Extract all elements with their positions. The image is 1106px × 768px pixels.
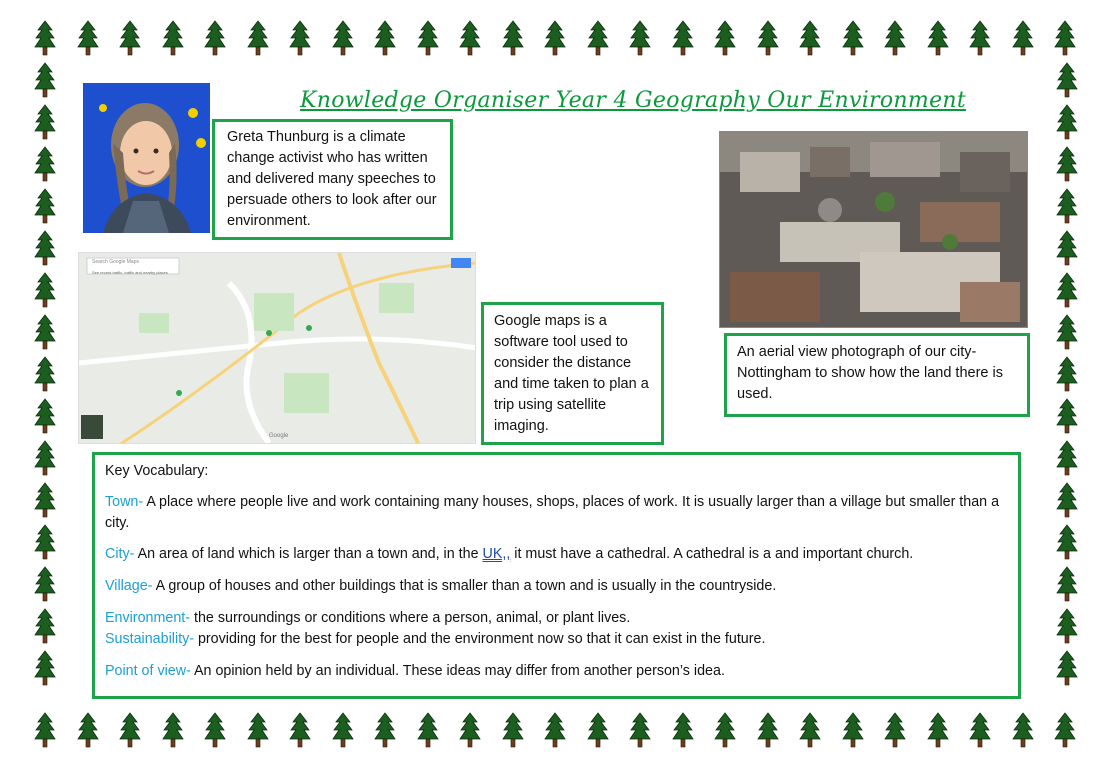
pine-tree-icon [77, 712, 99, 750]
pine-tree-icon [34, 188, 56, 226]
pine-tree-icon [34, 566, 56, 604]
pine-tree-icon [34, 272, 56, 310]
vocab-term-city: City- [105, 546, 135, 562]
greta-portrait-image [83, 83, 210, 233]
pine-tree-icon [34, 482, 56, 520]
vocab-def-village: A group of houses and other buildings that is smaller than a town and is usually in the countryside. [152, 578, 777, 594]
pine-tree-icon [1056, 566, 1078, 604]
pine-tree-icon [1012, 712, 1034, 750]
pine-tree-icon [1056, 440, 1078, 478]
pine-tree-icon [799, 20, 821, 58]
pine-tree-icon [884, 20, 906, 58]
greta-info-text: Greta Thunburg is a climate change activist who has written and delivered many speeches to persuade others to look after our environment. [227, 129, 437, 229]
pine-tree-icon [587, 20, 609, 58]
aerial-info-box [724, 333, 1030, 417]
pine-tree-icon [544, 712, 566, 750]
pine-tree-icon [757, 712, 779, 750]
pine-tree-icon [459, 712, 481, 750]
pine-tree-icon [119, 712, 141, 750]
pine-tree-icon [289, 20, 311, 58]
pine-tree-icon [1054, 20, 1076, 58]
vocab-city [105, 544, 1008, 565]
vocab-term-point-of-view: Point of view- [105, 663, 191, 679]
pine-tree-icon [34, 146, 56, 184]
pine-tree-icon [1056, 650, 1078, 688]
pine-tree-icon [969, 20, 991, 58]
pine-tree-icon [417, 712, 439, 750]
vocab-village [105, 576, 1008, 597]
pine-tree-icon [34, 398, 56, 436]
pine-tree-icon [34, 20, 56, 58]
pine-tree-icon [162, 20, 184, 58]
pine-tree-icon [34, 524, 56, 562]
pine-tree-icon [1012, 20, 1034, 58]
vocab-town [105, 492, 1008, 534]
vocab-term-environment: Environment- [105, 610, 191, 626]
pine-tree-icon [672, 20, 694, 58]
map-hint-text: See recent traffic, traffic and nearby places [92, 270, 168, 275]
pine-tree-icon [502, 712, 524, 750]
pine-tree-icon [1054, 712, 1076, 750]
greta-info-box [212, 119, 453, 240]
key-vocabulary-box [92, 452, 1021, 699]
pine-tree-icon [77, 20, 99, 58]
pine-tree-icon [34, 650, 56, 688]
pine-tree-icon [374, 20, 396, 58]
pine-tree-icon [417, 20, 439, 58]
vocab-point-of-view [105, 661, 1008, 682]
google-maps-info-text: Google maps is a software tool used to consider the distance and time taken to plan a trip using satellite imaging. [494, 313, 649, 434]
google-maps-info-box [481, 302, 664, 445]
pine-tree-icon [1056, 188, 1078, 226]
pine-tree-icon [1056, 146, 1078, 184]
pine-tree-icon [927, 712, 949, 750]
pine-tree-icon [204, 20, 226, 58]
pine-tree-icon [34, 104, 56, 142]
vocab-def-sustainability: providing for the best for people and the environment now so that it can exist in the future. [194, 631, 766, 647]
vocab-term-village: Village- [105, 578, 153, 594]
pine-tree-icon [1056, 230, 1078, 268]
pine-tree-icon [247, 712, 269, 750]
pine-tree-icon [672, 712, 694, 750]
pine-tree-icon [629, 712, 651, 750]
google-map-image [78, 252, 476, 444]
pine-tree-icon [374, 712, 396, 750]
pine-tree-icon [34, 712, 56, 750]
pine-tree-icon [332, 712, 354, 750]
pine-tree-icon [1056, 608, 1078, 646]
pine-tree-icon [1056, 104, 1078, 142]
pine-tree-icon [1056, 398, 1078, 436]
aerial-info-text: An aerial view photograph of our city- Nottingham to show how the land there is used. [737, 344, 1003, 402]
pine-tree-icon [714, 712, 736, 750]
pine-tree-icon [1056, 524, 1078, 562]
pine-tree-icon [842, 20, 864, 58]
pine-tree-icon [34, 230, 56, 268]
vocab-uk-link[interactable]: UK,, [482, 546, 511, 562]
pine-tree-icon [247, 20, 269, 58]
vocab-def-point-of-view: An opinion held by an individual. These ideas may differ from another person’s idea. [190, 663, 725, 679]
pine-tree-icon [884, 712, 906, 750]
vocab-term-town: Town- [105, 494, 144, 510]
vocab-def-environment: the surroundings or conditions where a person, animal, or plant lives. [190, 610, 631, 626]
vocab-def-town: A place where people live and work containing many houses, shops, places of work. It is usually larger than a village but smaller than a city. [105, 494, 1000, 531]
vocab-def-city-b: it must have a cathedral. A cathedral is a and important church. [510, 546, 914, 562]
pine-tree-icon [162, 712, 184, 750]
page-title: Knowledge Organiser Year 4 Geography Our Environment [300, 88, 966, 113]
pine-tree-icon [1056, 272, 1078, 310]
pine-tree-icon [34, 62, 56, 100]
pine-tree-icon [1056, 62, 1078, 100]
pine-tree-icon [34, 356, 56, 394]
map-search-placeholder: Search Google Maps [92, 259, 139, 265]
pine-tree-icon [799, 712, 821, 750]
pine-tree-icon [587, 712, 609, 750]
pine-tree-icon [757, 20, 779, 58]
vocab-environment [105, 608, 1008, 629]
pine-tree-icon [842, 712, 864, 750]
pine-tree-icon [119, 20, 141, 58]
vocab-sustainability [105, 629, 1008, 650]
pine-tree-icon [1056, 314, 1078, 352]
pine-tree-icon [502, 20, 524, 58]
map-google-logo: Google [269, 433, 289, 439]
pine-tree-icon [204, 712, 226, 750]
pine-tree-icon [34, 314, 56, 352]
vocab-heading: Key Vocabulary: [105, 463, 209, 479]
pine-tree-icon [459, 20, 481, 58]
pine-tree-icon [969, 712, 991, 750]
vocab-def-city-a: An area of land which is larger than a town and, in the [134, 546, 483, 562]
vocab-term-sustainability: Sustainability- [105, 631, 194, 647]
pine-tree-icon [544, 20, 566, 58]
pine-tree-icon [714, 20, 736, 58]
aerial-city-photo [719, 131, 1028, 328]
pine-tree-icon [1056, 356, 1078, 394]
pine-tree-icon [1056, 482, 1078, 520]
pine-tree-icon [34, 440, 56, 478]
pine-tree-icon [927, 20, 949, 58]
pine-tree-icon [289, 712, 311, 750]
pine-tree-icon [629, 20, 651, 58]
pine-tree-icon [332, 20, 354, 58]
pine-tree-icon [34, 608, 56, 646]
